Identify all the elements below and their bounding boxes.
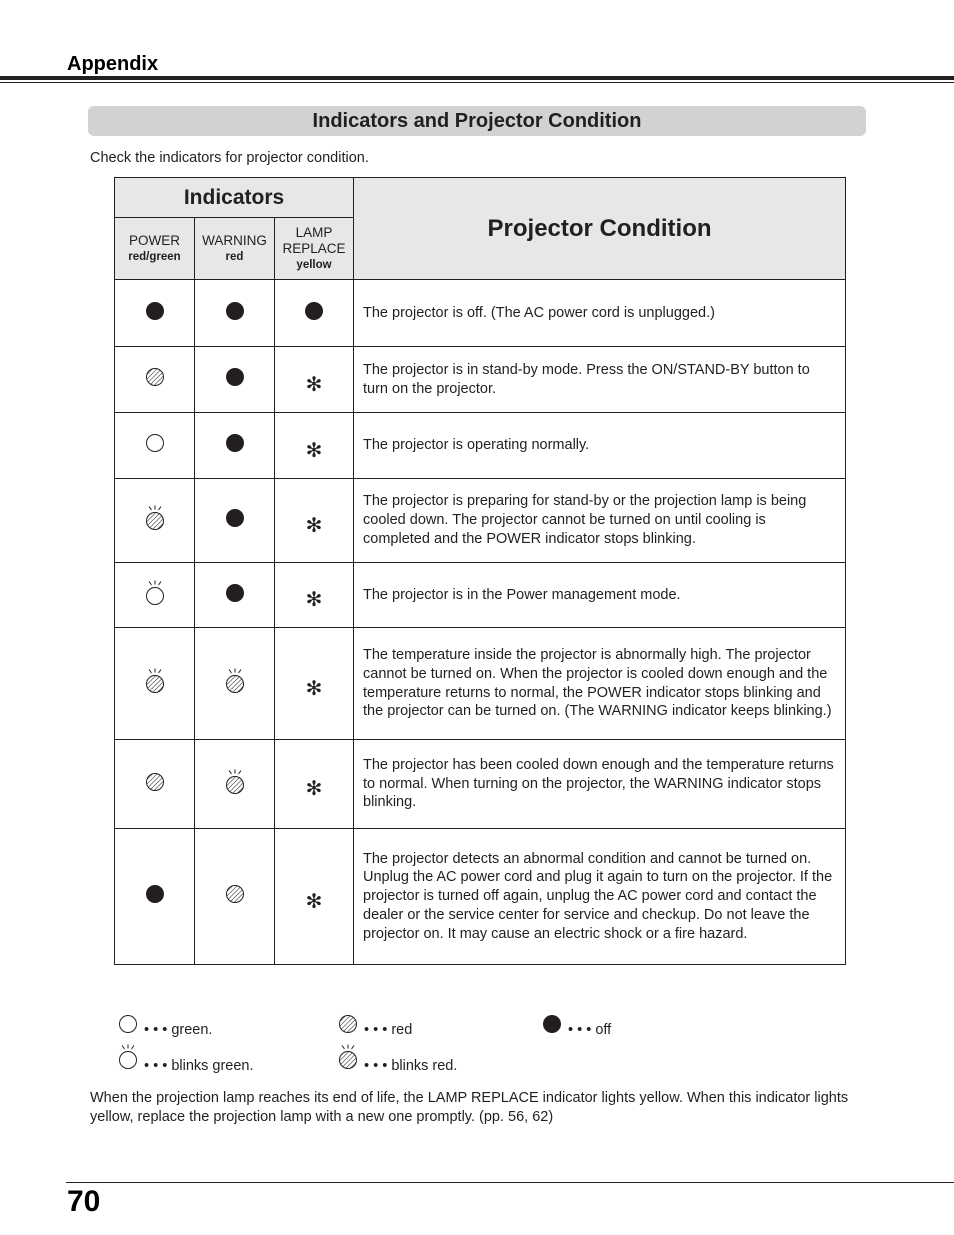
legend-blink-green bbox=[118, 1044, 254, 1074]
condition-text: The projector detects an abnormal condition and cannot be turned on. Unplug the AC power cord and plug it again to turn on the projector. If the projector is turned off again, unplug the AC power cord and contact the dealer or the service center for service and checkup. Do not leave the projector on. It may cause an electric shock or a fire hazard. bbox=[354, 829, 846, 965]
condition-text: The projector is in the Power management mode. bbox=[354, 563, 846, 628]
power-indicator-cell bbox=[115, 563, 195, 628]
blink-red-indicator-icon bbox=[145, 505, 165, 536]
warning-indicator-cell bbox=[195, 347, 275, 413]
legend-label: • • • off bbox=[568, 1022, 612, 1038]
condition-text: The projector is off. (The AC power cord is unplugged.) bbox=[354, 280, 846, 347]
condition-heading: Projector Condition bbox=[354, 178, 846, 280]
off-indicator-icon bbox=[145, 301, 165, 326]
lamp-indicator-cell bbox=[275, 740, 354, 829]
lamp-indicator-cell bbox=[275, 280, 354, 347]
red-indicator-icon bbox=[145, 772, 165, 797]
indicators-heading: Indicators bbox=[115, 178, 354, 218]
asterisk-icon: ✻ bbox=[305, 512, 323, 537]
table-row bbox=[115, 740, 846, 829]
condition-text: The projector is preparing for stand-by or the projection lamp is being cooled down. The projector cannot be turned on until cooling is completed and the POWER indicator stops blinking. bbox=[354, 479, 846, 563]
lamp-indicator-cell bbox=[275, 413, 354, 479]
table-row bbox=[115, 479, 846, 563]
off-indicator-icon bbox=[225, 508, 245, 533]
blink-red-indicator-icon bbox=[225, 769, 245, 800]
table-row bbox=[115, 628, 846, 740]
footer-rule bbox=[66, 1182, 954, 1183]
column-color: red bbox=[225, 250, 244, 263]
asterisk-icon: ✻ bbox=[305, 371, 323, 396]
blink-red-indicator-icon bbox=[145, 668, 165, 699]
power-indicator-cell bbox=[115, 413, 195, 479]
legend-blink-red bbox=[338, 1044, 457, 1074]
legend-label: • • • blinks green. bbox=[144, 1058, 254, 1074]
off-indicator-icon bbox=[304, 301, 324, 326]
green-indicator-icon bbox=[145, 433, 165, 458]
red-indicator-icon bbox=[225, 884, 245, 909]
power-indicator-cell bbox=[115, 280, 195, 347]
lamp-column-header bbox=[275, 218, 354, 280]
asterisk-icon: ✻ bbox=[305, 888, 323, 913]
page-heading: Indicators and Projector Condition bbox=[88, 106, 866, 136]
table-row bbox=[115, 347, 846, 413]
asterisk-icon: ✻ bbox=[305, 776, 323, 800]
warning-indicator-cell bbox=[195, 280, 275, 347]
warning-column-header bbox=[195, 218, 275, 280]
intro-text: Check the indicators for projector condition. bbox=[90, 150, 369, 166]
legend-red bbox=[338, 1014, 412, 1038]
off-indicator-icon bbox=[225, 583, 245, 608]
legend-green bbox=[118, 1014, 212, 1038]
power-indicator-cell bbox=[115, 628, 195, 740]
table-row bbox=[115, 829, 846, 965]
table-row bbox=[115, 413, 846, 479]
condition-text: The projector is in stand-by mode. Press the ON/STAND-BY button to turn on the projector. bbox=[354, 347, 846, 413]
warning-indicator-cell bbox=[195, 628, 275, 740]
off-indicator-icon bbox=[225, 367, 245, 392]
power-indicator-cell bbox=[115, 740, 195, 829]
warning-indicator-cell bbox=[195, 740, 275, 829]
off-indicator-icon bbox=[225, 433, 245, 458]
power-indicator-cell bbox=[115, 347, 195, 413]
column-name: LAMP REPLACE bbox=[282, 224, 346, 256]
off-indicator-icon bbox=[145, 884, 165, 909]
table-row bbox=[115, 563, 846, 628]
blink-green-indicator-icon bbox=[145, 580, 165, 611]
off-indicator-icon bbox=[542, 1014, 562, 1038]
warning-indicator-cell bbox=[195, 563, 275, 628]
off-indicator-icon bbox=[225, 301, 245, 326]
table-row bbox=[115, 280, 846, 347]
legend bbox=[118, 1010, 818, 1080]
header-rule bbox=[0, 76, 954, 80]
lamp-indicator-cell bbox=[275, 347, 354, 413]
lamp-indicator-cell bbox=[275, 829, 354, 965]
condition-text: The temperature inside the projector is abnormally high. The projector cannot be turned on. When the projector is cooled down enough and the temperature returns to normal, the POWER indicator stops blinking and the projector can be turned on. (The WARNING indicator keeps blinking.) bbox=[354, 628, 846, 740]
asterisk-icon: ✻ bbox=[305, 437, 323, 462]
power-indicator-cell bbox=[115, 829, 195, 965]
condition-text: The projector is operating normally. bbox=[354, 413, 846, 479]
blinking-red-indicator-icon bbox=[338, 1044, 358, 1074]
column-name: WARNING bbox=[202, 232, 267, 248]
legend-off bbox=[542, 1014, 611, 1038]
lamp-indicator-cell bbox=[275, 628, 354, 740]
blink-red-indicator-icon bbox=[225, 668, 245, 699]
warning-indicator-cell bbox=[195, 413, 275, 479]
warning-indicator-cell bbox=[195, 479, 275, 563]
condition-text: The projector has been cooled down enough and the temperature returns to normal. When turning on the projector, the WARNING indicator stops blinking. bbox=[354, 740, 846, 829]
section-title: Appendix bbox=[67, 53, 159, 75]
asterisk-icon: ✻ bbox=[305, 675, 323, 700]
lamp-indicator-cell bbox=[275, 563, 354, 628]
green-indicator-icon bbox=[118, 1014, 138, 1038]
blinking-green-indicator-icon bbox=[118, 1044, 138, 1074]
lamp-indicator-cell bbox=[275, 479, 354, 563]
legend-label: • • • red bbox=[364, 1022, 413, 1038]
red-indicator-icon bbox=[338, 1014, 358, 1038]
column-color: red/green bbox=[128, 250, 181, 263]
warning-indicator-cell bbox=[195, 829, 275, 965]
legend-label: • • • green. bbox=[144, 1022, 213, 1038]
footnote: When the projection lamp reaches its end of life, the LAMP REPLACE indicator lights yellow. When this indicator lights yellow, replace the projection lamp with a new one promptly. (pp. 56, 62) bbox=[90, 1090, 849, 1125]
column-color: yellow bbox=[296, 258, 332, 271]
indicator-table bbox=[114, 177, 846, 965]
power-column-header bbox=[115, 218, 195, 280]
legend-label: • • • blinks red. bbox=[364, 1058, 458, 1074]
asterisk-icon: ✻ bbox=[305, 587, 323, 611]
power-indicator-cell bbox=[115, 479, 195, 563]
header-rule-thin bbox=[0, 82, 954, 83]
column-name: POWER bbox=[128, 232, 180, 248]
page-number: 70 bbox=[67, 1185, 101, 1218]
red-indicator-icon bbox=[145, 367, 165, 392]
